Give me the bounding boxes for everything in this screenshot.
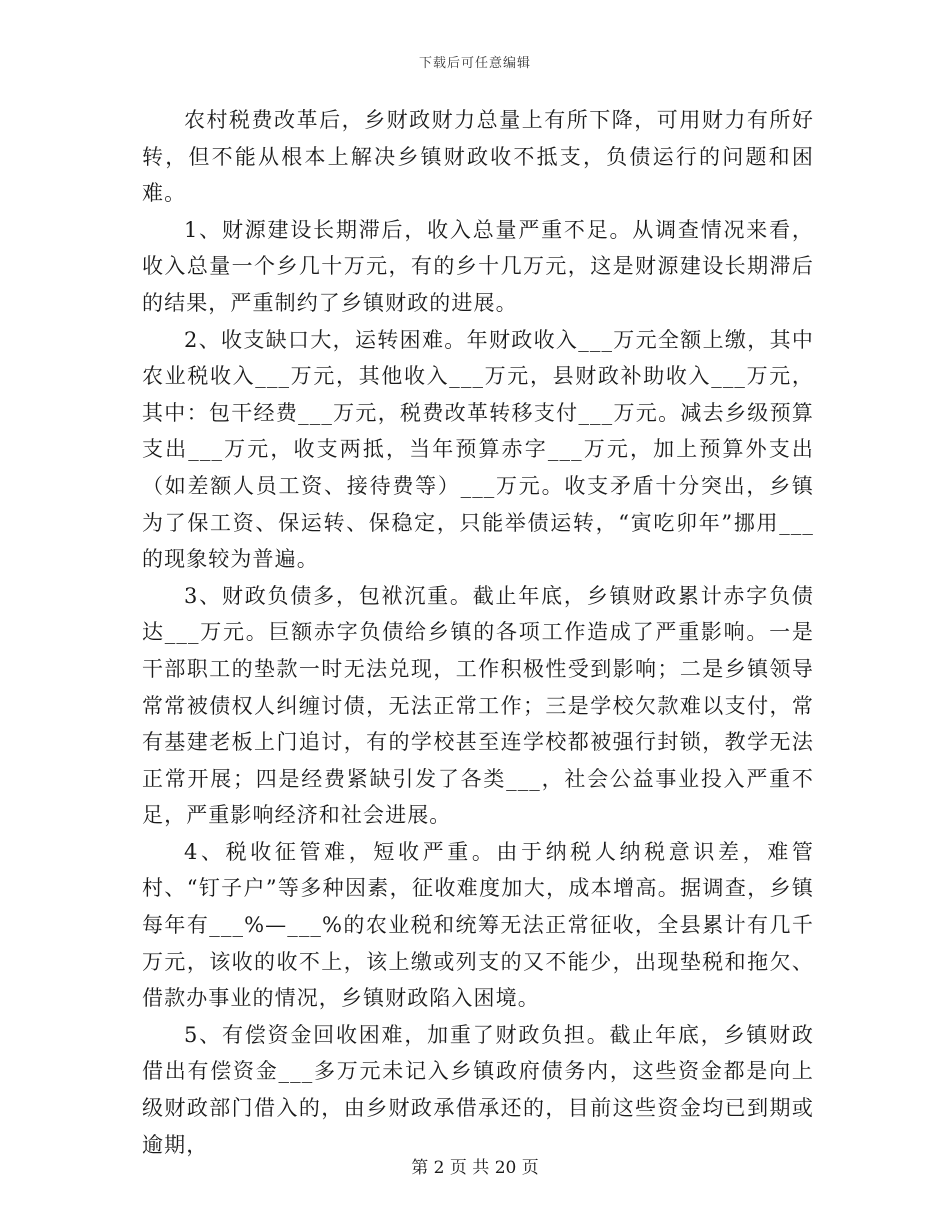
page-footer: 第 2 页 共 20 页: [411, 1158, 539, 1178]
paragraph-2: 2、收支缺口大，运转困难。年财政收入___万元全额上缴，其中农业税收入___万元，其他收入___万元，县财政补助收入___万元，其中：包干经费___万元，税费改革转移支付___万元。减去乡级预算支出___万元，收支两抵，当年预算赤字___万元，加上预算外支出（如差额人员工资、接待费等）___万元。收支矛盾十分突出，乡镇为了保工资、保运转、保稳定，只能举债运转，“寅吃卯年”挪用___的现象较为普遍。: [142, 327, 814, 572]
paragraph-4: 4、税收征管难，短收严重。由于纳税人纳税意识差，难管村、“钉子户”等多种因素，征收难度加大，成本增高。据调查，乡镇每年有___%—___%的农业税和统筹无法正常征收，全县累计有几千万元，该收的收不上，该上缴或列支的又不能少，出现垫税和拖欠、借款办事业的情况，乡镇财政陷入困境。: [142, 839, 814, 1011]
paragraph-1: 1、财源建设长期滞后，收入总量严重不足。从调查情况来看，收入总量一个乡几十万元，有的乡十几万元，这是财源建设长期滞后的结果，严重制约了乡镇财政的进展。: [142, 217, 814, 315]
paragraph-intro: 农村税费改革后，乡财政财力总量上有所下降，可用财力有所好转，但不能从根本上解决乡镇财政收不抵支，负债运行的问题和困难。: [142, 108, 814, 206]
page-header: 下载后可任意编辑: [418, 56, 531, 71]
document-body: [142, 102, 814, 1163]
paragraph-3: 3、财政负债多，包袱沉重。截止年底，乡镇财政累计赤字负债达___万元。巨额赤字负债给乡镇的各项工作造成了严重影响。一是干部职工的垫款一时无法兑现，工作积极性受到影响；二是乡镇领导常常被债权人纠缠讨债，无法正常工作；三是学校欠款难以支付，常有基建老板上门追讨，有的学校甚至连学校都被强行封锁，教学无法正常开展；四是经费紧缺引发了各类___，社会公益事业投入严重不足，严重影响经济和社会进展。: [142, 583, 814, 828]
paragraph-5: 5、有偿资金回收困难，加重了财政负担。截止年底，乡镇财政借出有偿资金___多万元未记入乡镇政府债务内，这些资金都是向上级财政部门借入的，由乡财政承借承还的，目前这些资金均已到期或逾期，: [142, 1022, 814, 1157]
